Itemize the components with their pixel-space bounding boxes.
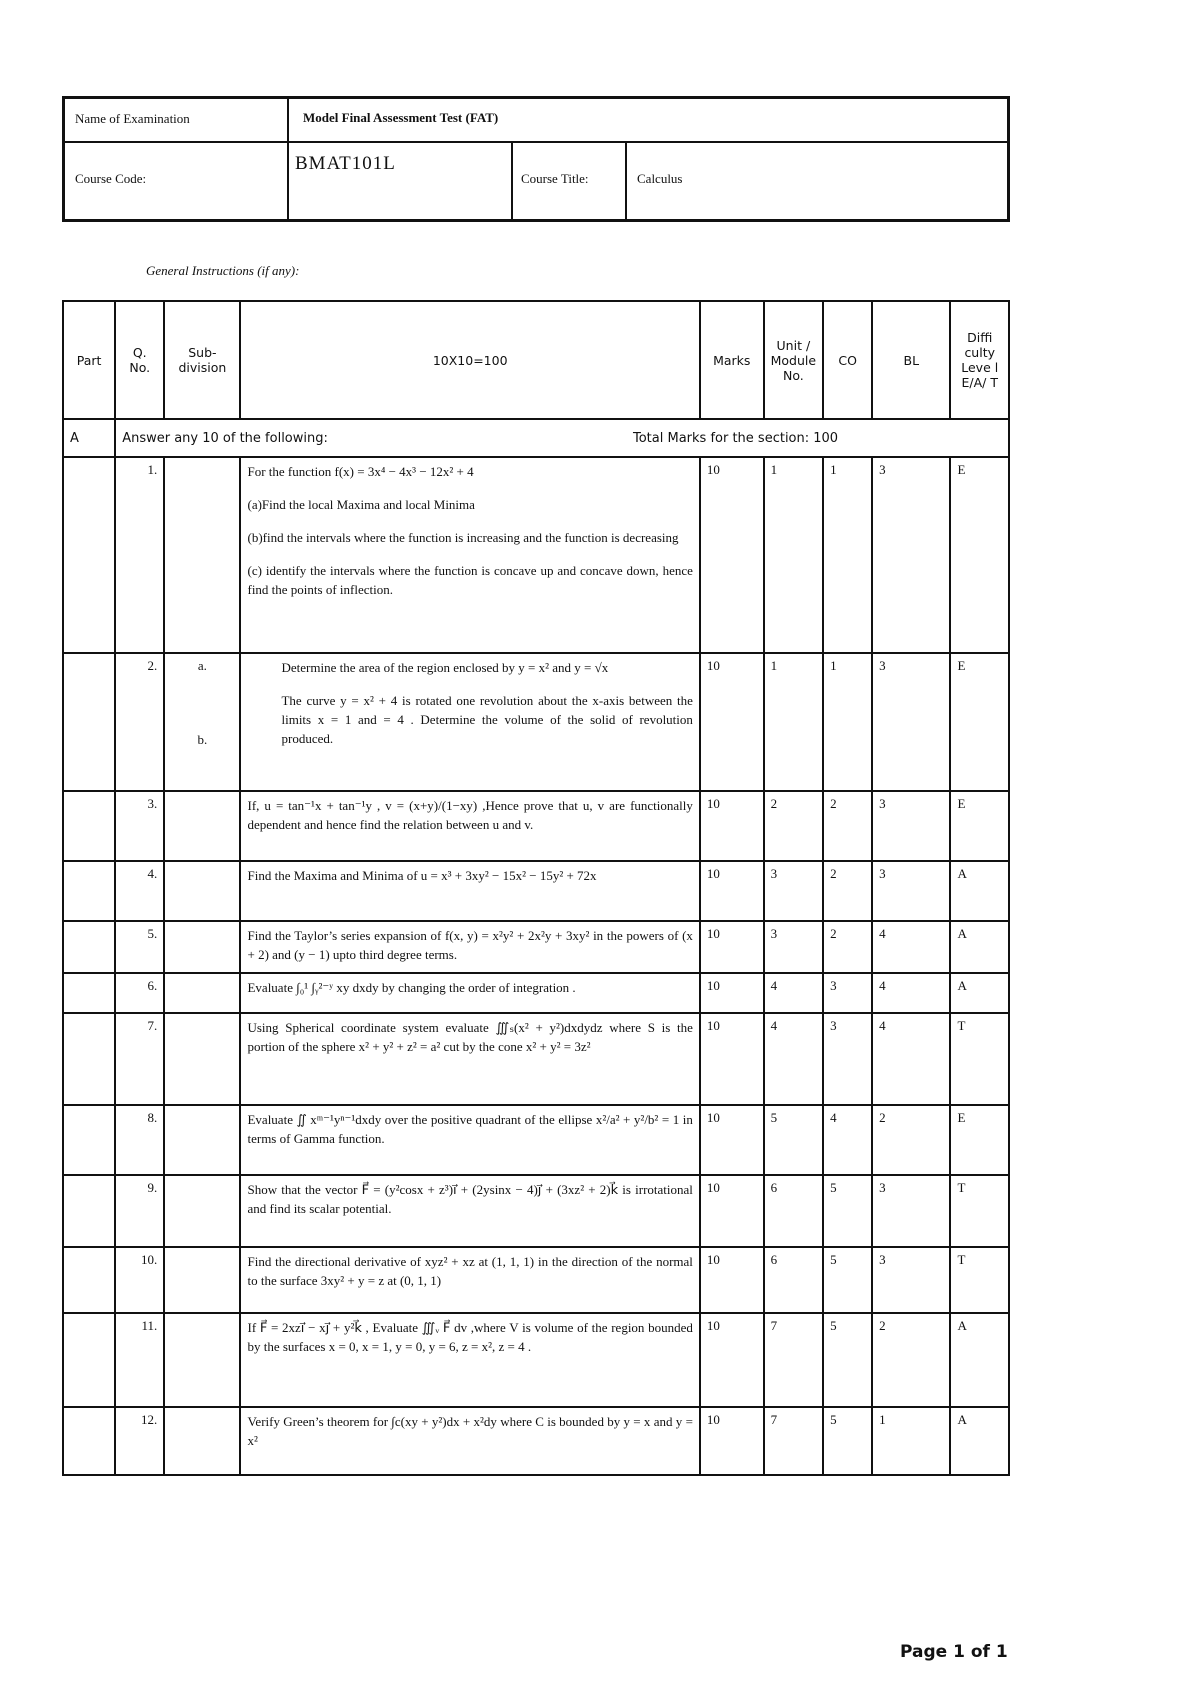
course-title-label: Course Title: (521, 171, 589, 186)
question-part (63, 1013, 115, 1105)
section-instruction: Answer any 10 of the following: (122, 430, 328, 446)
question-subdivision (164, 1247, 240, 1313)
question-part (63, 861, 115, 921)
question-marks: 10 (700, 1175, 764, 1247)
question-number: 11. (115, 1313, 164, 1407)
subdivision-a: a. (197, 658, 207, 673)
question-subdivision (164, 861, 240, 921)
question-part (63, 1175, 115, 1247)
course-title-value: Calculus (637, 171, 683, 186)
question-bl: 3 (872, 791, 950, 861)
question-marks: 10 (700, 457, 764, 653)
exam-name-value: Model Final Assessment Test (FAT) (303, 110, 499, 125)
question-co: 5 (823, 1247, 872, 1313)
question-unit: 3 (764, 861, 824, 921)
question-part (63, 1407, 115, 1475)
question-part (63, 1313, 115, 1407)
question-difficulty: A (950, 973, 1009, 1013)
question-number: 5. (115, 921, 164, 973)
question-co: 3 (823, 1013, 872, 1105)
question-unit: 2 (764, 791, 824, 861)
question-co: 3 (823, 973, 872, 1013)
question-text-line: Verify Green’s theorem for ∫c(xy + y²)dx + x²dy where C is bounded by y = x and y = x² (247, 1414, 693, 1448)
question-text-line: The curve y = x² + 4 is rotated one revolution about the x-axis between the limits x = 1 and = 4 . Determine the volume of the solid of revolution produced. (281, 693, 693, 746)
question-unit: 4 (764, 1013, 824, 1105)
question-unit: 3 (764, 921, 824, 973)
question-text (240, 457, 699, 653)
question-text (240, 861, 699, 921)
question-difficulty: A (950, 1313, 1009, 1407)
question-marks: 10 (700, 1247, 764, 1313)
question-marks: 10 (700, 861, 764, 921)
question-number: 10. (115, 1247, 164, 1313)
question-number: 6. (115, 973, 164, 1013)
question-row (63, 1105, 1009, 1175)
header-row-exam (65, 99, 1007, 143)
question-bl: 4 (872, 1013, 950, 1105)
question-marks: 10 (700, 973, 764, 1013)
section-row (63, 419, 1009, 457)
question-text-line: (c) identify the intervals where the function is concave up and concave down, hence find the points of inflection. (247, 563, 693, 597)
question-part (63, 1247, 115, 1313)
question-text-line: If F⃗ = 2xzi⃗ − xj⃗ + y²k⃗ , Evaluate ∭ᵥ F⃗ dv ,where V is volume of the region bounded by the surfaces x = 0, x = 1, y = 0, y = 6, z = x², z = 4 . (247, 1320, 693, 1354)
question-difficulty: T (950, 1013, 1009, 1105)
question-bl: 3 (872, 653, 950, 791)
question-difficulty: A (950, 861, 1009, 921)
question-difficulty: A (950, 921, 1009, 973)
question-text-line: (b)find the intervals where the function is increasing and the function is decreasing (247, 530, 679, 545)
question-text (240, 1105, 699, 1175)
question-unit: 6 (764, 1247, 824, 1313)
question-text (240, 1407, 699, 1475)
question-part (63, 921, 115, 973)
question-unit: 6 (764, 1175, 824, 1247)
question-bl: 2 (872, 1313, 950, 1407)
question-part (63, 791, 115, 861)
question-subdivision (164, 921, 240, 973)
exam-name-label: Name of Examination (75, 111, 190, 126)
question-difficulty: T (950, 1247, 1009, 1313)
question-number: 2. (115, 653, 164, 791)
question-bl: 3 (872, 861, 950, 921)
question-bl: 3 (872, 457, 950, 653)
question-text-line: For the function f(x) = 3x⁴ − 4x³ − 12x² + 4 (247, 464, 474, 479)
question-bl: 3 (872, 1175, 950, 1247)
question-marks: 10 (700, 1013, 764, 1105)
question-marks: 10 (700, 1313, 764, 1407)
question-co: 1 (823, 653, 872, 791)
question-text (240, 973, 699, 1013)
question-unit: 1 (764, 653, 824, 791)
question-text-line: Find the directional derivative of xyz² + xz at (1, 1, 1) in the direction of the normal to the surface 3xy² + y = z at (0, 1, 1) (247, 1254, 693, 1288)
question-co: 2 (823, 921, 872, 973)
question-co: 5 (823, 1407, 872, 1475)
question-text-line: Show that the vector F⃗ = (y²cosx + z³)i⃗ + (2ysinx − 4)j⃗ + (3xz² + 2)k⃗ is irrotational and find its scalar potential. (247, 1182, 693, 1216)
question-marks: 10 (700, 1105, 764, 1175)
question-part (63, 1105, 115, 1175)
question-subdivision (164, 791, 240, 861)
question-text (240, 1247, 699, 1313)
question-text (240, 1313, 699, 1407)
question-row (63, 1013, 1009, 1105)
header-qno: Q. No. (115, 301, 164, 419)
section-part: A (63, 419, 115, 457)
section-instruction-cell (115, 419, 1009, 457)
question-marks: 10 (700, 921, 764, 973)
header-part: Part (63, 301, 115, 419)
course-code-value: BMAT101L (295, 153, 396, 174)
question-co: 4 (823, 1105, 872, 1175)
question-number: 9. (115, 1175, 164, 1247)
question-co: 2 (823, 791, 872, 861)
question-text-line: Evaluate ∫₀¹ ∫ᵧ²⁻ʸ xy dxdy by changing the order of integration . (247, 980, 576, 995)
question-subdivision (164, 1407, 240, 1475)
question-part (63, 973, 115, 1013)
question-text (240, 1013, 699, 1105)
question-number: 1. (115, 457, 164, 653)
question-difficulty: E (950, 457, 1009, 653)
question-bl: 4 (872, 973, 950, 1013)
question-difficulty: E (950, 791, 1009, 861)
question-row (63, 861, 1009, 921)
question-difficulty: T (950, 1175, 1009, 1247)
question-part (63, 653, 115, 791)
course-code-label: Course Code: (75, 171, 147, 186)
question-marks: 10 (700, 1407, 764, 1475)
header-subdivision: Sub-division (164, 301, 240, 419)
question-subdivision (164, 457, 240, 653)
question-text-line: Determine the area of the region enclosed by y = x² and y = √x (281, 660, 609, 675)
header-difficulty: Diffi culty Leve l E/A/ T (950, 301, 1009, 419)
header-row-course (65, 141, 1007, 219)
question-marks: 10 (700, 653, 764, 791)
question-row (63, 1407, 1009, 1475)
question-row (63, 1247, 1009, 1313)
question-co: 5 (823, 1313, 872, 1407)
question-part (63, 457, 115, 653)
question-co: 2 (823, 861, 872, 921)
question-bl: 3 (872, 1247, 950, 1313)
question-co: 5 (823, 1175, 872, 1247)
question-text-line: Find the Maxima and Minima of u = x³ + 3xy² − 15x² − 15y² + 72x (247, 868, 597, 883)
question-text (240, 1175, 699, 1247)
question-table (62, 300, 1010, 1476)
question-co: 1 (823, 457, 872, 653)
header-co: CO (823, 301, 872, 419)
question-subdivision (164, 1013, 240, 1105)
question-unit: 7 (764, 1407, 824, 1475)
question-difficulty: E (950, 1105, 1009, 1175)
question-row (63, 791, 1009, 861)
header-cell-code-label (65, 141, 289, 219)
table-header-row (63, 301, 1009, 419)
question-text-line: If, u = tan⁻¹x + tan⁻¹y , v = (x+y)/(1−xy) ,Hence prove that u, v are functionally dependent and hence find the relation between u and v. (247, 798, 693, 832)
question-subdivision (164, 1175, 240, 1247)
question-text-line: Evaluate ∬ xᵐ⁻¹yⁿ⁻¹dxdy over the positive quadrant of the ellipse x²/a² + y²/b² = 1 in terms of Gamma function. (247, 1112, 693, 1146)
question-subdivision (164, 1105, 240, 1175)
question-row (63, 1175, 1009, 1247)
general-instructions: General Instructions (if any): (146, 263, 300, 278)
question-number: 12. (115, 1407, 164, 1475)
page-number: Page 1 of 1 (900, 1642, 1008, 1662)
question-bl: 1 (872, 1407, 950, 1475)
question-subdivision (164, 1313, 240, 1407)
question-unit: 4 (764, 973, 824, 1013)
question-text-line: Find the Taylor’s series expansion of f(x, y) = x²y² + 2x²y + 3xy² in the powers of (x + 2) and (y − 1) upto third degree terms. (247, 928, 693, 962)
question-unit: 5 (764, 1105, 824, 1175)
question-text (240, 653, 699, 791)
question-number: 3. (115, 791, 164, 861)
subdivision-b: b. (197, 732, 208, 747)
question-unit: 7 (764, 1313, 824, 1407)
header-marks: Marks (700, 301, 764, 419)
question-unit: 1 (764, 457, 824, 653)
question-number: 4. (115, 861, 164, 921)
question-row (63, 921, 1009, 973)
question-number: 7. (115, 1013, 164, 1105)
question-subdivision (164, 653, 240, 791)
exam-header-box (62, 96, 1010, 222)
header-marks-scheme: 10X10=100 (240, 301, 699, 419)
section-total: Total Marks for the section: 100 (633, 430, 839, 446)
question-row (63, 653, 1009, 791)
question-row (63, 973, 1009, 1013)
question-text (240, 791, 699, 861)
question-text-line: Using Spherical coordinate system evaluate ∭ₛ(x² + y²)dxdydz where S is the portion of the sphere x² + y² + z² = a² cut by the cone x² + y² = 3z² (247, 1020, 693, 1054)
question-difficulty: A (950, 1407, 1009, 1475)
question-text (240, 921, 699, 973)
header-unit: Unit / Module No. (764, 301, 824, 419)
header-bl: BL (872, 301, 950, 419)
question-row (63, 1313, 1009, 1407)
question-bl: 4 (872, 921, 950, 973)
question-bl: 2 (872, 1105, 950, 1175)
header-cell-label (65, 99, 289, 141)
question-subdivision (164, 973, 240, 1013)
question-marks: 10 (700, 791, 764, 861)
question-difficulty: E (950, 653, 1009, 791)
header-cell-title-label (511, 141, 627, 219)
question-text-line: (a)Find the local Maxima and local Minima (247, 497, 475, 512)
question-row (63, 457, 1009, 653)
question-number: 8. (115, 1105, 164, 1175)
